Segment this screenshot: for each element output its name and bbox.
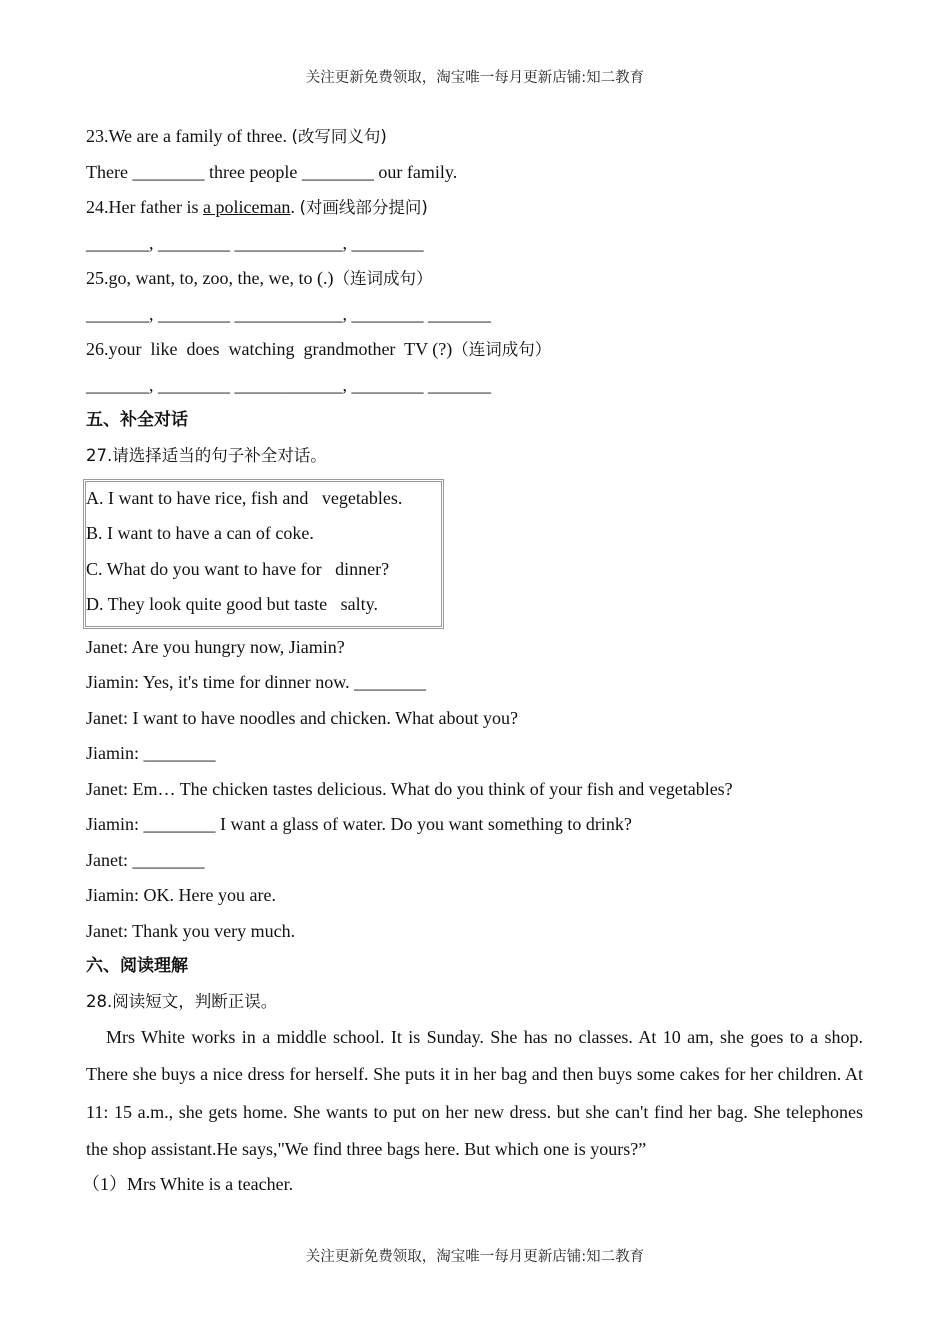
question-24	[86, 195, 428, 220]
option-d: D. They look quite good but taste salty.	[86, 594, 378, 614]
reading-passage: Mrs White works in a middle school. It is Sunday. She has no classes. At 10 am, she goes to a shop. There she buys a nice dress for herself. She puts it in her bag and then buys some cakes for her children. At 11: 15 a.m., she gets home. She wants to put on her new dress. but she can't find her bag. She telephones the shop assistant.He says,"We find three bags here. But which one is yours?”	[86, 1027, 863, 1160]
question-27-instruction: 27.请选择适当的句子补全对话。	[86, 446, 327, 465]
question-26-prompt: 26.your like does watching grandmother TV (?)	[86, 339, 453, 359]
page-header: 关注更新免费领取，淘宝唯一每月更新店铺:知二教育	[305, 70, 645, 86]
question-25-answer-line: _______, ________ ____________, ________ _______	[86, 304, 491, 324]
dialogue-line: Janet: ________	[86, 850, 205, 870]
option-c: C. What do you want to have for dinner?	[86, 559, 390, 579]
question-26-instruction: （连词成句）	[452, 340, 552, 359]
option-b: B. I want to have a can of coke.	[86, 523, 314, 543]
dialogue-line: Jiamin: OK. Here you are.	[86, 885, 276, 905]
question-24-underlined-phrase: a policeman	[202, 197, 291, 217]
question-23-instruction: (改写同义句)	[291, 127, 387, 146]
question-23-prompt: 23.We are a family of three.	[86, 126, 292, 146]
section-6-title: 六、阅读理解	[86, 956, 188, 976]
dialogue-line: Jiamin: Yes, it's time for dinner now. ________	[86, 672, 427, 692]
question-23	[86, 124, 387, 149]
question-25	[86, 266, 432, 291]
question-25-instruction: （连词成句）	[333, 269, 433, 288]
question-26	[86, 337, 551, 362]
question-23-answer-line: There ________ three people ________ our family.	[86, 162, 458, 182]
judgement-item-1: （1）Mrs White is a teacher.	[82, 1174, 294, 1194]
question-26-answer-line: _______, ________ ____________, ________ _______	[86, 375, 491, 395]
question-24-answer-line: _______, ________ ____________, ________	[86, 233, 424, 253]
dialogue-line: Janet: I want to have noodles and chicken. What about you?	[86, 708, 519, 728]
question-24-instruction: (对画线部分提问)	[299, 198, 428, 217]
question-24-prefix: 24.Her father is	[86, 197, 203, 217]
dialogue-line: Janet: Em… The chicken tastes delicious. What do you think of your fish and vegetables?	[86, 779, 733, 799]
option-a: A. I want to have rice, fish and vegetables.	[86, 488, 403, 508]
section-5-title: 五、补全对话	[86, 410, 188, 430]
question-28-instruction: 28.阅读短文，判断正误。	[86, 992, 278, 1011]
question-25-prompt: 25.go, want, to, zoo, the, we, to (.)	[86, 268, 334, 288]
dialogue-line: Janet: Thank you very much.	[86, 921, 296, 941]
dialogue-line: Jiamin: ________	[86, 743, 216, 763]
dialogue-line: Jiamin: ________ I want a glass of water. Do you want something to drink?	[86, 814, 632, 834]
question-24-suffix: .	[290, 197, 300, 217]
dialogue-line: Janet: Are you hungry now, Jiamin?	[86, 637, 345, 657]
page-footer: 关注更新免费领取，淘宝唯一每月更新店铺:知二教育	[305, 1249, 645, 1265]
